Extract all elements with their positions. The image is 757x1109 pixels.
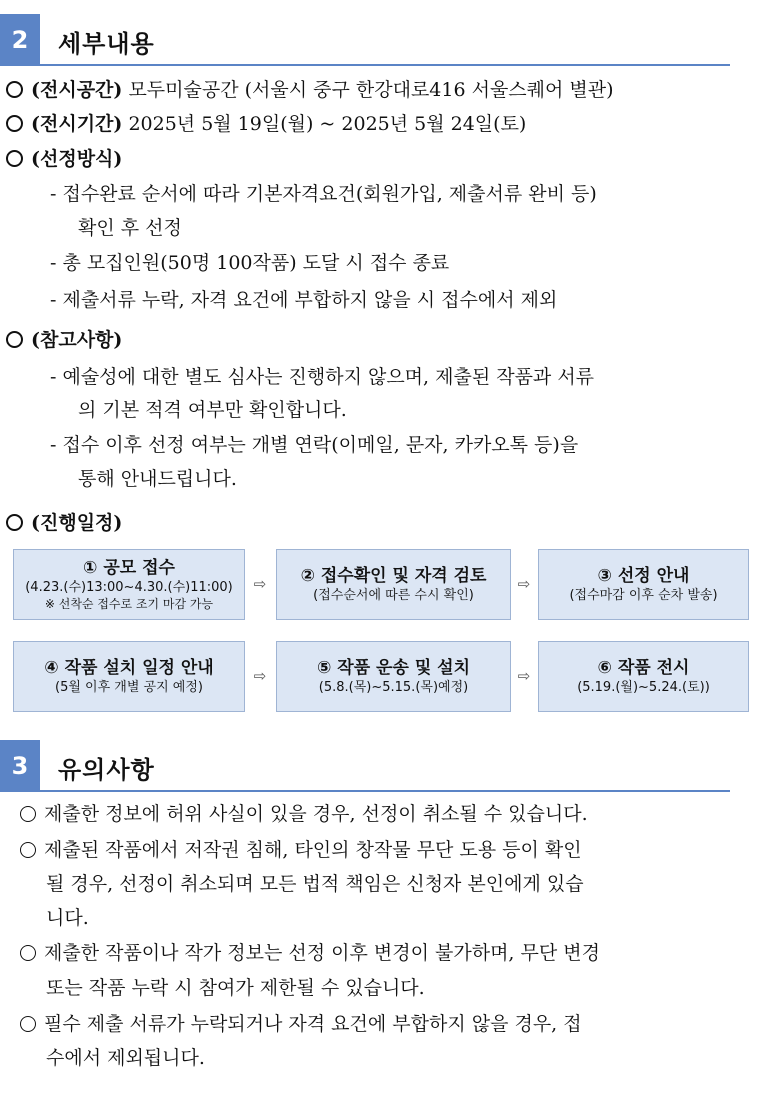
section-divider <box>40 790 730 792</box>
caution-text: 제출한 작품이나 작가 정보는 선정 이후 변경이 불가하며, 무단 변경 <box>44 942 600 964</box>
circle-bullet-icon <box>6 115 23 132</box>
arrow-right-icon: ⇨ <box>253 667 267 685</box>
selection-item: - 제출서류 누락, 자격 요건에 부합하지 않을 시 접수에서 제외 <box>50 289 558 311</box>
venue-line <box>6 77 614 103</box>
step-title: ③ 선정 안내 <box>597 566 690 586</box>
circle-bullet-icon <box>6 331 23 348</box>
step-box <box>276 549 511 620</box>
selection-heading <box>6 146 122 172</box>
venue-text: 모두미술공간 (서울시 중구 한강대로416 서울스퀘어 별관) <box>128 79 614 101</box>
step-title: ② 접수확인 및 자격 검토 <box>300 566 487 586</box>
caution-line <box>20 940 600 966</box>
circle-bullet-icon <box>6 514 23 531</box>
section-title: 세부내용 <box>58 30 155 58</box>
step-subtitle: (접수마감 이후 순차 발송) <box>569 588 718 603</box>
section-divider <box>40 64 730 66</box>
selection-item: - 총 모집인원(50명 100작품) 도달 시 접수 종료 <box>50 252 450 274</box>
caution-line <box>20 1011 582 1037</box>
step-subtitle: (4.23.(수)13:00~4.30.(수)11:00) <box>25 580 233 595</box>
period-text: 2025년 5월 19일(월) ~ 2025년 5월 24일(토) <box>128 113 527 135</box>
section-title: 유의사항 <box>58 756 155 784</box>
period-label: (전시기간) <box>31 113 123 135</box>
selection-label: (선정방식) <box>31 148 123 170</box>
circle-bullet-icon <box>6 81 23 98</box>
step-title: ① 공모 접수 <box>83 558 175 578</box>
schedule-label: (진행일정) <box>31 512 123 534</box>
venue-label: (전시공간) <box>31 79 123 101</box>
circle-bullet-icon <box>20 806 36 822</box>
step-note: ※ 선착순 접수로 조기 마감 가능 <box>44 597 214 611</box>
period-line <box>6 111 526 137</box>
selection-item: 확인 후 선정 <box>78 217 182 239</box>
section-3-header <box>0 740 757 792</box>
notes-item: 통해 안내드립니다. <box>78 468 237 490</box>
caution-line: 수에서 제외됩니다. <box>46 1047 205 1069</box>
circle-bullet-icon <box>20 1016 36 1032</box>
notes-item: 의 기본 적격 여부만 확인합니다. <box>78 399 347 421</box>
notes-heading <box>6 327 122 353</box>
caution-text: 제출한 정보에 허위 사실이 있을 경우, 선정이 취소될 수 있습니다. <box>44 803 588 825</box>
selection-item: - 접수완료 순서에 따라 기본자격요건(회원가입, 제출서류 완비 등) <box>50 183 597 205</box>
step-title: ④ 작품 설치 일정 안내 <box>44 658 214 678</box>
circle-bullet-icon <box>6 150 23 167</box>
section-number: 2 <box>0 14 40 66</box>
step-box <box>538 549 749 620</box>
caution-line <box>20 837 582 863</box>
step-box <box>13 641 245 712</box>
caution-line: 또는 작품 누락 시 참여가 제한될 수 있습니다. <box>46 977 425 999</box>
step-subtitle: (5.8.(목)~5.15.(목)예정) <box>318 680 469 695</box>
notes-item: - 접수 이후 선정 여부는 개별 연락(이메일, 문자, 카카오톡 등)을 <box>50 434 579 456</box>
circle-bullet-icon <box>20 842 36 858</box>
notes-label: (참고사항) <box>31 329 123 351</box>
caution-text: 필수 제출 서류가 누락되거나 자격 요건에 부합하지 않을 경우, 접 <box>44 1013 582 1035</box>
step-box <box>276 641 511 712</box>
arrow-right-icon: ⇨ <box>517 575 531 593</box>
step-box <box>538 641 749 712</box>
caution-text: 제출된 작품에서 저작권 침해, 타인의 창작물 무단 도용 등이 확인 <box>44 839 582 861</box>
step-box <box>13 549 245 620</box>
arrow-right-icon: ⇨ <box>253 575 267 593</box>
notes-item: - 예술성에 대한 별도 심사는 진행하지 않으며, 제출된 작품과 서류 <box>50 366 595 388</box>
arrow-right-icon: ⇨ <box>517 667 531 685</box>
step-title: ⑤ 작품 운송 및 설치 <box>316 658 471 678</box>
step-subtitle: (접수순서에 따른 수시 확인) <box>313 588 474 603</box>
step-title: ⑥ 작품 전시 <box>597 658 690 678</box>
caution-line <box>20 801 588 827</box>
section-number: 3 <box>0 740 40 792</box>
section-2-header <box>0 14 757 66</box>
caution-line: 니다. <box>46 907 89 929</box>
step-subtitle: (5.19.(월)~5.24.(토)) <box>577 680 710 695</box>
circle-bullet-icon <box>20 945 36 961</box>
caution-line: 될 경우, 선정이 취소되며 모든 법적 책임은 신청자 본인에게 있습 <box>46 873 584 895</box>
step-subtitle: (5월 이후 개별 공지 예정) <box>55 680 203 695</box>
schedule-heading <box>6 510 122 536</box>
